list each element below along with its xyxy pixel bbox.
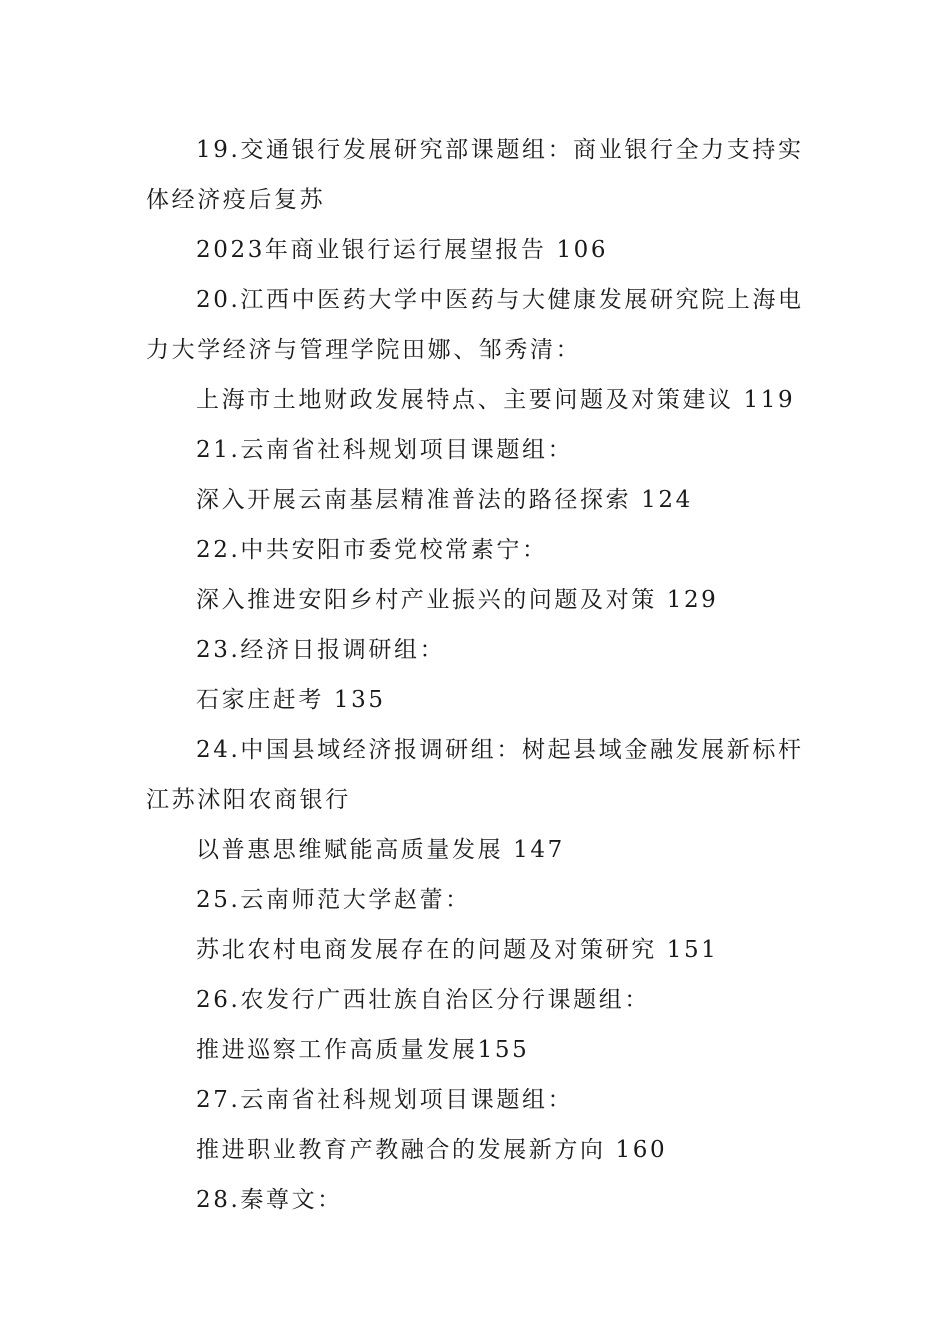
toc-entry-23-article: 石家庄赶考 135 bbox=[196, 687, 386, 713]
document-body bbox=[146, 125, 811, 1225]
toc-entry-23-title: 23.经济日报调研组： bbox=[196, 637, 446, 663]
toc-entry-26-title: 26.农发行广西壮族自治区分行课题组： bbox=[196, 987, 650, 1013]
toc-entry-24-title-continued: 江苏沭阳农商银行 bbox=[146, 787, 351, 813]
toc-entry-20-title-continued: 力大学经济与管理学院田娜、邹秀清： bbox=[146, 337, 582, 363]
toc-entry-20-title: 20.江西中医药大学中医药与大健康发展研究院上海电 bbox=[196, 287, 804, 313]
toc-entry-24-article: 以普惠思维赋能高质量发展 147 bbox=[196, 837, 565, 863]
toc-entry-24-title: 24.中国县域经济报调研组：树起县域金融发展新标杆 bbox=[196, 737, 804, 763]
toc-entry-22-title: 22.中共安阳市委党校常素宁： bbox=[196, 537, 548, 563]
toc-entry-25-title: 25.云南师范大学赵蕾： bbox=[196, 887, 471, 913]
toc-entry-28-title: 28.秦尊文： bbox=[196, 1187, 343, 1213]
toc-entry-25-article: 苏北农村电商发展存在的问题及对策研究 151 bbox=[196, 937, 719, 963]
toc-entry-26-article: 推进巡察工作高质量发展155 bbox=[196, 1037, 530, 1063]
toc-entry-22-article: 深入推进安阳乡村产业振兴的问题及对策 129 bbox=[196, 587, 719, 613]
toc-entry-19-title-continued: 体经济疫后复苏 bbox=[146, 187, 326, 213]
toc-entry-19-article: 2023年商业银行运行展望报告 106 bbox=[196, 237, 609, 263]
toc-entry-19-title: 19.交通银行发展研究部课题组：商业银行全力支持实 bbox=[196, 137, 804, 163]
toc-entry-20-article: 上海市土地财政发展特点、主要问题及对策建议 119 bbox=[196, 387, 796, 413]
toc-entry-21-title: 21.云南省社科规划项目课题组： bbox=[196, 437, 574, 463]
toc-entry-27-article: 推进职业教育产教融合的发展新方向 160 bbox=[196, 1137, 668, 1163]
toc-entry-27-title: 27.云南省社科规划项目课题组： bbox=[196, 1087, 574, 1113]
toc-entry-21-article: 深入开展云南基层精准普法的路径探索 124 bbox=[196, 487, 693, 513]
